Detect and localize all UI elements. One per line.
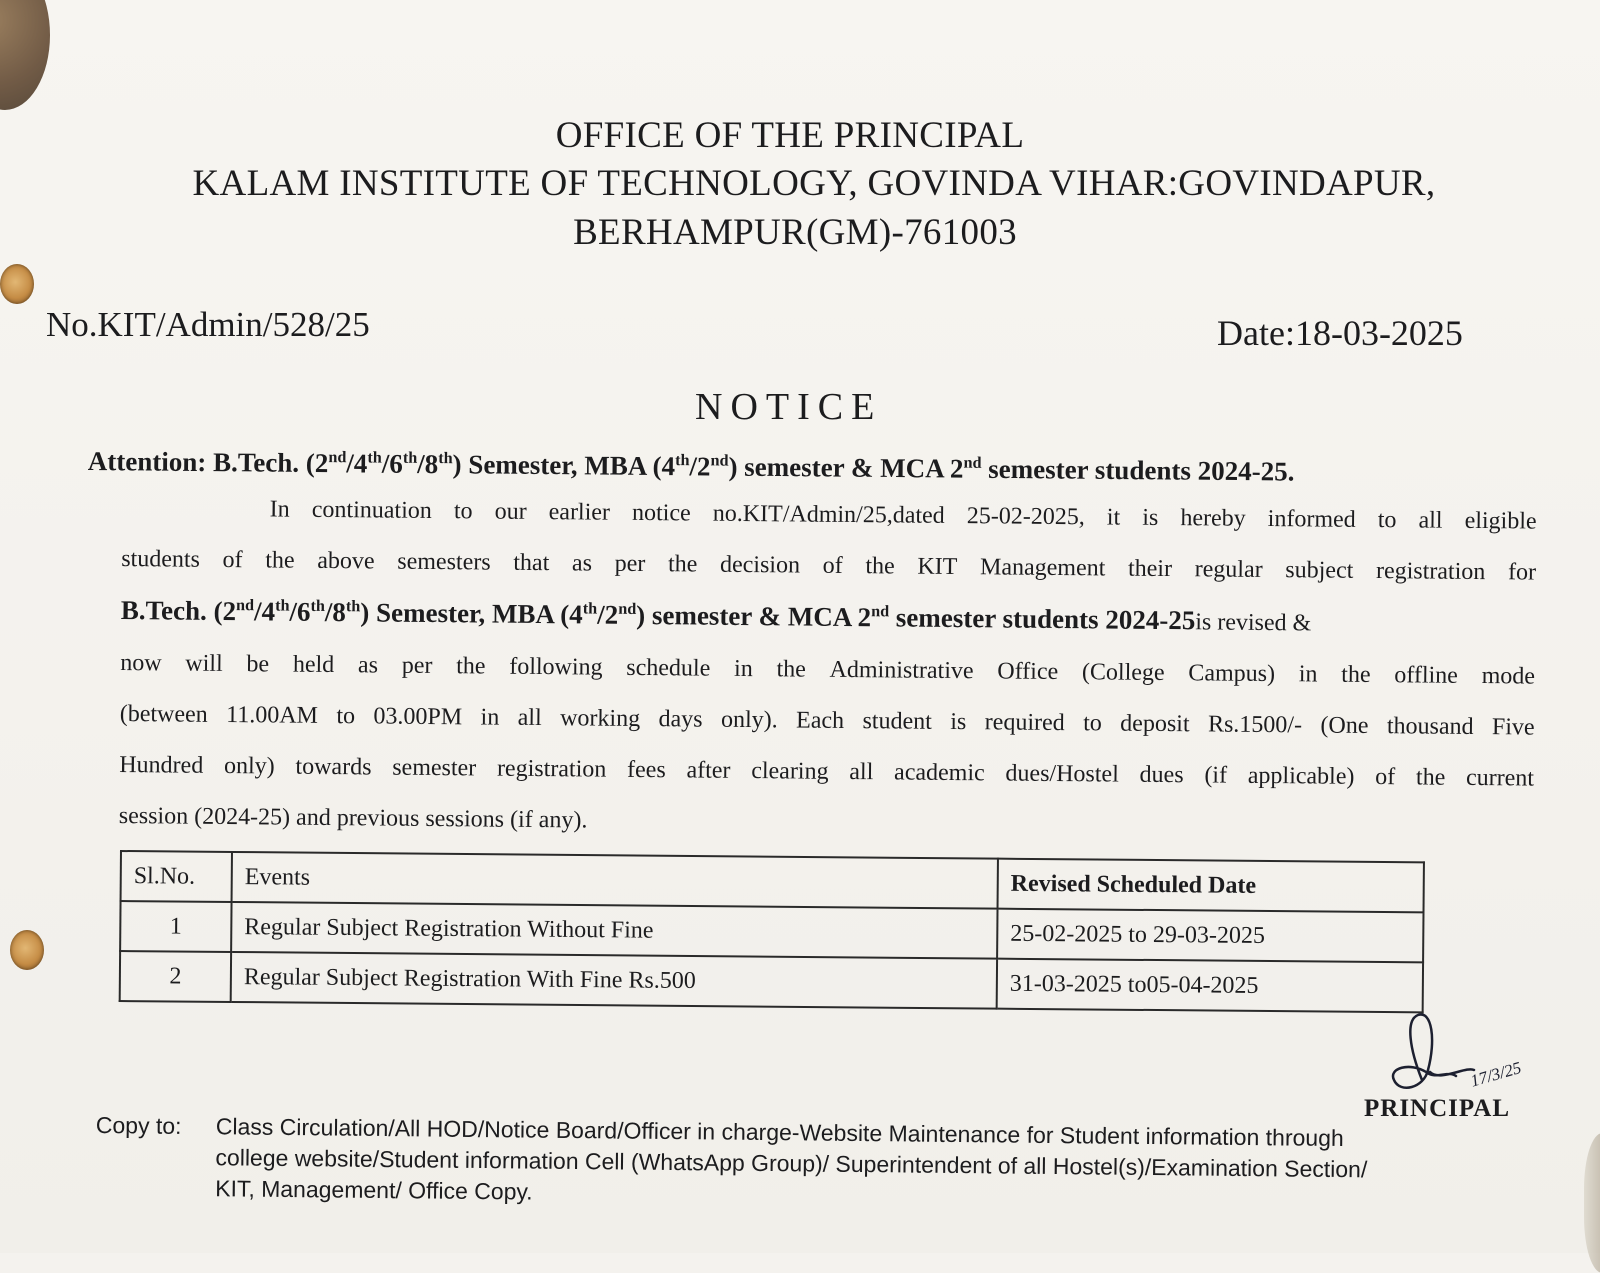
punch-hole xyxy=(0,264,34,304)
body-word: notice xyxy=(631,499,691,527)
body-word: schedule xyxy=(626,654,711,682)
body-word: all xyxy=(849,758,874,786)
copy-to-label: Copy to: xyxy=(95,1111,182,1139)
header-slno: Sl.No. xyxy=(121,851,232,902)
body-word: 25-02-2025, xyxy=(966,503,1085,531)
notice-body xyxy=(119,483,1542,856)
body-word: the xyxy=(1415,764,1446,791)
header-events: Events xyxy=(232,852,998,909)
body-word: offline xyxy=(1394,662,1459,689)
body-word: in xyxy=(480,704,500,731)
body-word: academic xyxy=(893,759,985,787)
body-word: thousand xyxy=(1386,713,1474,740)
body-word: in xyxy=(1298,661,1318,688)
body-word: now xyxy=(120,649,162,677)
body-word: (between xyxy=(119,700,208,728)
copy-to-line: Class Circulation/All HOD/Notice Board/Officer in charge-Website Maintenance for Student information through xyxy=(215,1113,1344,1152)
body-word: deposit xyxy=(1120,710,1190,738)
body-word: Management xyxy=(979,554,1106,582)
body-word: dues xyxy=(1139,761,1184,789)
body-word: to xyxy=(336,703,356,730)
body-word: current xyxy=(1465,764,1535,792)
principal-signature xyxy=(1370,1010,1530,1105)
body-word: per xyxy=(614,550,646,578)
body-word: Rs.1500/- xyxy=(1207,711,1303,739)
body-word: KIT xyxy=(917,553,958,581)
table-row xyxy=(120,951,1423,1012)
cell-event: Regular Subject Registration Without Fine xyxy=(231,902,997,959)
body-word: to xyxy=(453,498,473,525)
body-word: the xyxy=(865,553,895,580)
cell-date: 25-02-2025 to 29-03-2025 xyxy=(997,909,1423,963)
body-word: is xyxy=(950,708,967,736)
body-word: fees xyxy=(626,756,666,784)
signature-date: 17/3/25 xyxy=(1468,1057,1524,1091)
body-word: held xyxy=(292,651,335,679)
body-word: semester xyxy=(392,754,477,782)
body-word: decision xyxy=(719,551,801,579)
body-word: to xyxy=(1377,507,1397,534)
body-word: only) xyxy=(223,752,275,780)
body-word: applicable) xyxy=(1247,762,1355,790)
body-word: 11.00AM xyxy=(226,702,319,729)
body-word: our xyxy=(494,498,527,525)
body-word: is xyxy=(1142,504,1159,531)
body-word: as xyxy=(571,550,593,577)
body-word: (One xyxy=(1320,712,1369,739)
cell-date: 31-03-2025 to05-04-2025 xyxy=(997,959,1423,1013)
body-word: Administrative xyxy=(829,656,974,685)
body-line-bold: B.Tech. (2nd/4th/6th/8th) Semester, MBA (4th/2nd) semester & MCA 2nd semester students 2024-25is revised & xyxy=(120,594,1312,637)
body-word: the xyxy=(667,551,698,578)
body-word: regular xyxy=(1194,556,1263,583)
body-word: for xyxy=(1507,559,1537,586)
notice-title: NOTICE xyxy=(695,386,883,428)
page-curl-shadow-right xyxy=(1584,1133,1600,1273)
body-word: mode xyxy=(1481,663,1536,690)
body-word: will xyxy=(185,650,223,677)
body-word: no.KIT/Admin/25,dated xyxy=(712,500,945,529)
body-word: registration xyxy=(1375,558,1486,586)
cell-event: Regular Subject Registration With Fine Rs.500 xyxy=(231,952,997,1009)
body-word: to xyxy=(1083,710,1102,737)
body-word: eligible xyxy=(1464,507,1537,535)
body-word: informed xyxy=(1267,506,1356,533)
body-word: all xyxy=(1418,507,1443,534)
body-word: dues/Hostel xyxy=(1005,760,1119,788)
reference-number: No.KIT/Admin/528/25 xyxy=(46,305,370,344)
copy-to-section xyxy=(95,1110,1516,1218)
body-word: semesters xyxy=(397,548,491,576)
body-word: of xyxy=(822,552,843,579)
copy-to-line: KIT, Management/ Office Copy. xyxy=(215,1175,533,1205)
body-word: student xyxy=(862,708,932,735)
body-word: In xyxy=(269,496,290,523)
body-word: the xyxy=(1341,661,1371,688)
body-word: the xyxy=(776,656,806,683)
body-word: required xyxy=(984,709,1065,737)
body-word: towards xyxy=(295,753,372,781)
body-word: Campus) xyxy=(1188,660,1276,688)
principal-title: PRINCIPAL xyxy=(1364,1095,1511,1122)
body-word: in xyxy=(733,655,753,683)
body-word: subject xyxy=(1285,557,1354,584)
body-word: earlier xyxy=(548,499,611,526)
body-word: of xyxy=(222,546,243,574)
punch-hole xyxy=(10,930,44,970)
body-word: Office xyxy=(997,658,1059,685)
body-word: clearing xyxy=(751,758,829,785)
body-word: of xyxy=(1375,764,1396,791)
body-word: the xyxy=(456,653,486,680)
body-word: (if xyxy=(1204,762,1228,789)
body-word: (College xyxy=(1081,659,1165,687)
cell-slno: 1 xyxy=(120,901,231,952)
body-line: session (2024-25) and previous sessions (if any). xyxy=(118,802,588,834)
body-word: after xyxy=(686,757,731,784)
body-word: all xyxy=(517,704,542,732)
body-word: the xyxy=(265,547,295,574)
body-word: be xyxy=(246,651,270,678)
office-heading: OFFICE OF THE PRINCIPAL xyxy=(555,115,1025,156)
body-word: only). xyxy=(720,706,778,734)
body-word: following xyxy=(509,653,603,681)
body-word: per xyxy=(401,652,433,679)
body-word: 03.00PM xyxy=(373,703,463,731)
body-word: Hundred xyxy=(119,751,204,779)
body-word: their xyxy=(1127,555,1173,583)
schedule-table xyxy=(119,850,1425,1013)
body-word: days xyxy=(658,706,703,733)
body-word: it xyxy=(1106,504,1121,531)
cell-slno: 2 xyxy=(120,951,231,1002)
body-word: above xyxy=(317,547,375,575)
body-word: that xyxy=(513,549,550,577)
body-word: students xyxy=(121,545,201,573)
body-word: Five xyxy=(1491,714,1535,741)
notice-date: Date:18-03-2025 xyxy=(1217,313,1463,353)
body-word: Each xyxy=(796,707,845,734)
body-word: continuation xyxy=(311,496,432,524)
institute-address: BERHAMPUR(GM)-761003 xyxy=(573,212,1017,253)
body-word: hereby xyxy=(1180,505,1246,532)
copy-to-line: college website/Student information Cell (WhatsApp Group)/ Superintendent of all Hostel(s)/Examination Section/ xyxy=(215,1144,1368,1183)
header-revised-date: Revised Scheduled Date xyxy=(998,859,1424,913)
attention-line: Attention: B.Tech. (2nd/4th/6th/8th) Semester, MBA (4th/2nd) semester & MCA 2nd semester students 2024-25. xyxy=(87,446,1295,487)
institute-name: KALAM INSTITUTE OF TECHNOLOGY, GOVINDA VIHAR:GOVINDAPUR, xyxy=(192,163,1436,204)
body-word: working xyxy=(560,705,641,732)
page-curl-shadow xyxy=(0,0,50,110)
body-word: as xyxy=(357,652,379,679)
body-word: registration xyxy=(496,755,607,783)
